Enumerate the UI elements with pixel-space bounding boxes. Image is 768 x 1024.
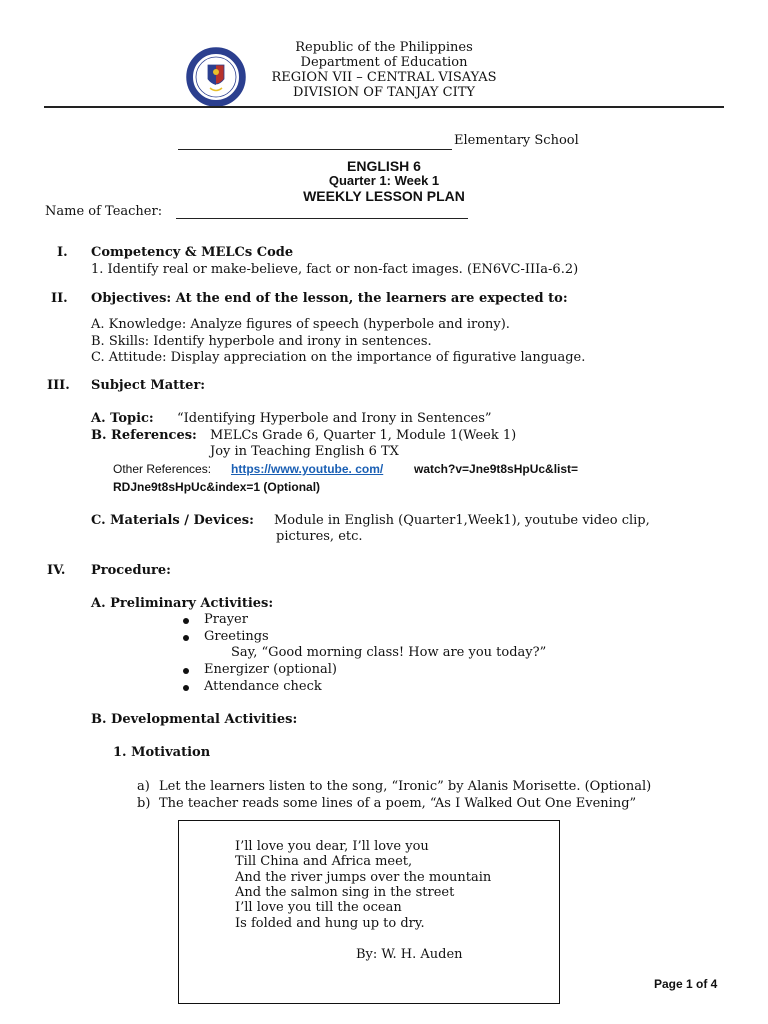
bullet-attendance: Attendance check xyxy=(204,679,322,694)
references-value: MELCs Grade 6, Quarter 1, Module 1(Week 1) xyxy=(210,428,517,443)
section-1-item: 1. Identify real or make-believe, fact or non-fact images. (EN6VC-IIIa-6.2) xyxy=(91,262,579,277)
other-references-rest: watch?v=Jne9t8sHpUc&list= xyxy=(414,462,579,476)
bullet-dot xyxy=(183,668,189,674)
section-3-heading: Subject Matter: xyxy=(91,378,206,393)
objective-c: C. Attitude: Display appreciation on the importance of figurative language. xyxy=(91,350,586,365)
greeting-say: Say, “Good morning class! How are you today?” xyxy=(231,645,547,660)
bullet-greetings: Greetings xyxy=(204,629,269,644)
poem-line: I’ll love you till the ocean xyxy=(235,900,402,915)
poem-author: By: W. H. Auden xyxy=(356,947,463,962)
item-b-label: b) xyxy=(137,796,151,811)
item-a-text: Let the learners listen to the song, “Ironic” by Alanis Morisette. (Optional) xyxy=(159,779,652,794)
poem-line: And the salmon sing in the street xyxy=(235,885,455,900)
item-b-text: The teacher reads some lines of a poem, “As I Walked Out One Evening” xyxy=(159,796,637,811)
objective-a: A. Knowledge: Analyze figures of speech (hyperbole and irony). xyxy=(91,317,510,332)
section-2-heading: Objectives: At the end of the lesson, the learners are expected to: xyxy=(91,291,568,306)
bullet-dot xyxy=(183,635,189,641)
materials-value-2: pictures, etc. xyxy=(276,529,363,544)
section-1-num: I. xyxy=(57,245,68,260)
poem-line: Till China and Africa meet, xyxy=(235,854,413,869)
subject-title: ENGLISH 6 xyxy=(347,158,421,174)
references-value-2: Joy in Teaching English 6 TX xyxy=(210,444,399,459)
materials-label: C. Materials / Devices: xyxy=(91,513,254,528)
section-4-heading: Procedure: xyxy=(91,563,171,578)
section-4-num: IV. xyxy=(47,563,66,578)
school-suffix: Elementary School xyxy=(454,133,579,148)
materials-value: Module in English (Quarter1,Week1), youtube video clip, xyxy=(274,513,650,528)
section-2-num: II. xyxy=(51,291,68,306)
teacher-label: Name of Teacher: xyxy=(45,204,163,219)
bullet-dot xyxy=(183,618,189,624)
header-line-3: REGION VII – CENTRAL VISAYAS xyxy=(271,70,497,85)
poem-line: Is folded and hung up to dry. xyxy=(235,916,425,931)
poem-line: I’ll love you dear, I’ll love you xyxy=(235,839,429,854)
motivation-heading: 1. Motivation xyxy=(113,745,211,760)
header-line-2: Department of Education xyxy=(300,55,468,70)
objective-b: B. Skills: Identify hyperbole and irony in sentences. xyxy=(91,334,432,349)
topic-label: A. Topic: xyxy=(91,411,154,426)
header-line-4: DIVISION OF TANJAY CITY xyxy=(293,85,475,100)
bullet-dot xyxy=(183,685,189,691)
bullet-prayer: Prayer xyxy=(204,612,248,627)
plan-title: WEEKLY LESSON PLAN xyxy=(303,188,465,204)
preliminary-heading: A. Preliminary Activities: xyxy=(91,596,274,611)
header-line-1: Republic of the Philippines xyxy=(295,40,473,55)
header-divider xyxy=(44,106,724,108)
quarter-title: Quarter 1: Week 1 xyxy=(328,173,440,188)
school-name-blank xyxy=(178,149,452,150)
poem-line: And the river jumps over the mountain xyxy=(235,870,492,885)
section-3-num: III. xyxy=(47,378,70,393)
topic-value: “Identifying Hyperbole and Irony in Sentences” xyxy=(177,411,492,426)
bullet-energizer: Energizer (optional) xyxy=(204,662,337,677)
item-a-label: a) xyxy=(137,779,150,794)
developmental-heading: B. Developmental Activities: xyxy=(91,712,298,727)
other-references-rest-2: RDJne9t8sHpUc&index=1 (Optional) xyxy=(113,480,321,494)
section-1-heading: Competency & MELCs Code xyxy=(91,245,294,260)
page-number: Page 1 of 4 xyxy=(654,977,718,991)
teacher-name-blank xyxy=(176,218,468,219)
other-references-label: Other References: xyxy=(113,462,212,476)
references-label: B. References: xyxy=(91,428,197,443)
youtube-link[interactable]: https://www.youtube. com/ xyxy=(231,462,384,476)
